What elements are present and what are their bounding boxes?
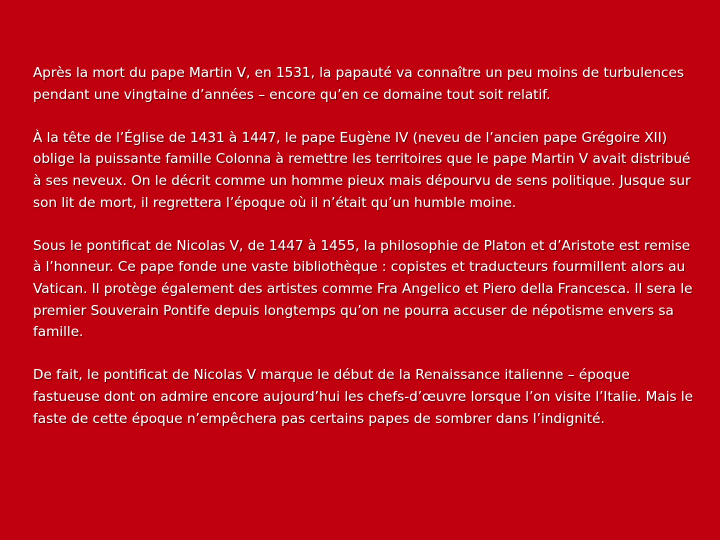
slide-text-body — [33, 63, 695, 452]
paragraph-nicolas-v: Sous le pontificat de Nicolas V, de 1447 à 1455, la philosophie de Platon et d’Aristote est remise à l’honneur. Ce pape fonde une vaste bibliothèque : copistes et traducteurs fourmillent alors au Vatican. Il protège également des artistes comme Fra Angelico et Piero della Francesca. Il sera le premier Souverain Pontife depuis longtemps qu’on ne pourra accuser de népotisme envers sa famille. — [33, 237, 693, 341]
paragraph-renaissance: De fait, le pontificat de Nicolas V marque le début de la Renaissance italienne – époque fastueuse dont on admire encore aujourd’hui les chefs-d’œuvre lorsque l’on visite l’Italie. Mais le faste de cette époque n’empêchera pas certains papes de sombrer dans l’indignité. — [33, 367, 694, 427]
paragraph-eugene-iv: À la tête de l’Église de 1431 à 1447, le pape Eugène IV (neveu de l’ancien pape Grégoire XII) oblige la puissante famille Colonna à remettre les territoires que le pape Martin V avait distribué à ses neveux. On le décrit comme un homme pieux mais dépourvu de sens politique. Jusque sur son lit de mort, il regrettera l’époque où il n’était qu’un humble moine. — [33, 129, 691, 211]
paragraph-martin-v: Après la mort du pape Martin V, en 1531, la papauté va connaître un peu moins de turbulences pendant une vingtaine d’années – encore qu’en ce domaine tout soit relatif. — [33, 65, 684, 103]
